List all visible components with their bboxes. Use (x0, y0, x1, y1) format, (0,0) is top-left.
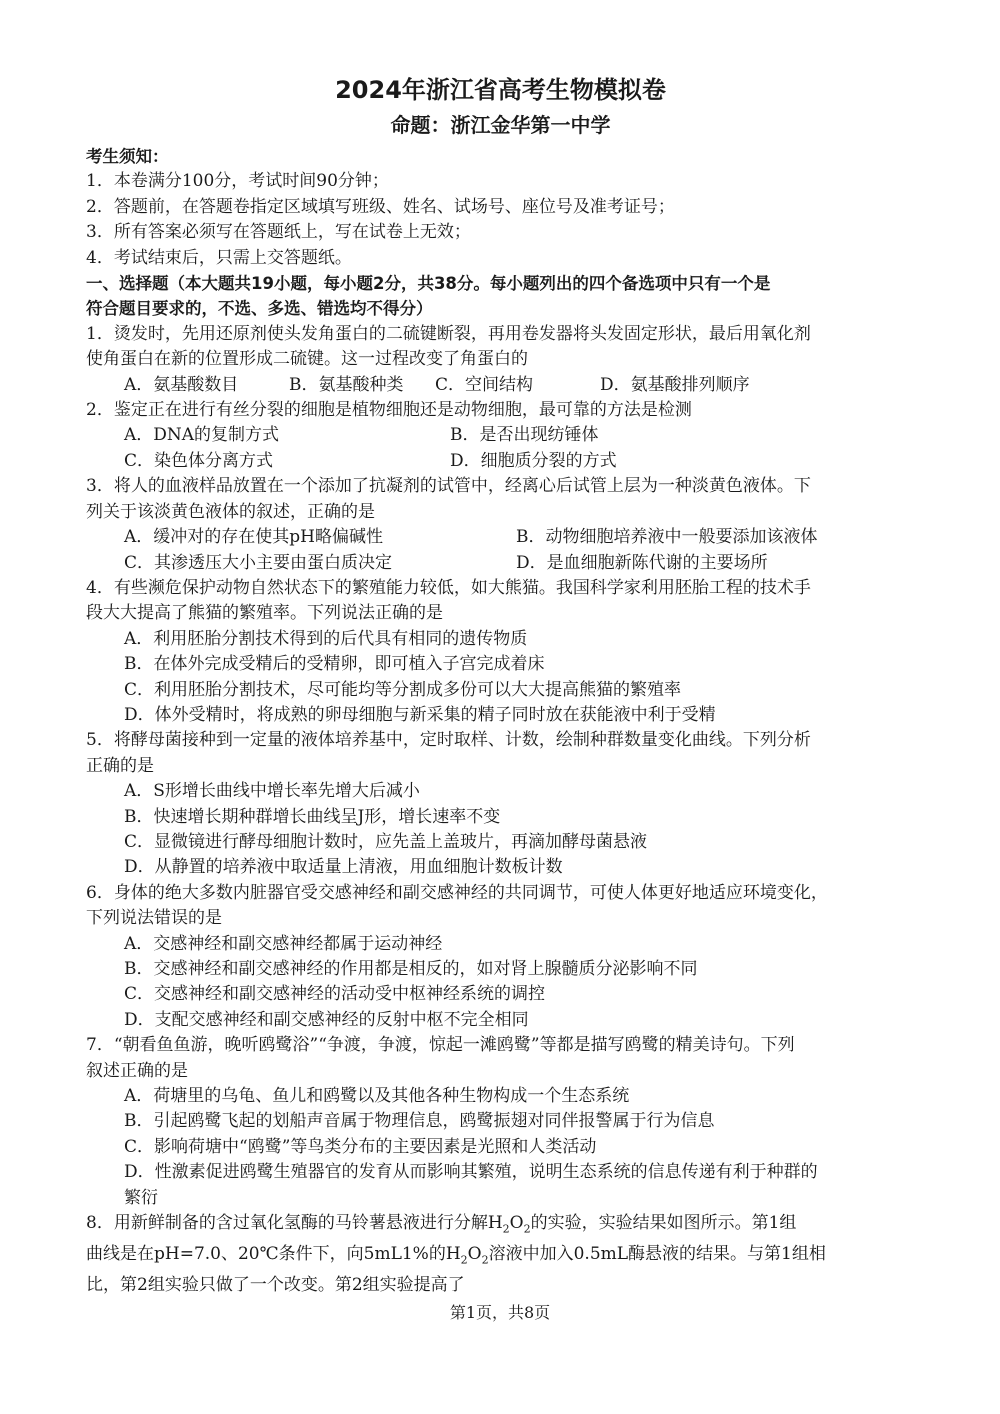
question-stem: 段大大提高了熊猫的繁殖率。下列说法正确的是 (86, 603, 443, 624)
question-stem (86, 1211, 915, 1242)
question-stem: 比，第2组实验只做了一个改变。第2组实验提高了 (86, 1274, 465, 1295)
stem-text: 8．用新鲜制备的含过氧化氢酶的马铃薯悬液进行分解H (86, 1213, 503, 1234)
question-7 (86, 1033, 915, 1211)
question-stem: 列关于该淡黄色液体的叙述，正确的是 (86, 501, 375, 522)
subscript: 2 (481, 1253, 489, 1267)
question-6 (86, 881, 915, 1033)
question-4 (86, 576, 915, 728)
question-stem: 6．身体的绝大多数内脏器官受交感神经和副交感神经的共同调节，可使人体更好地适应环境变化， (86, 882, 828, 903)
question-stem: 5．将酵母菌接种到一定量的液体培养基中，定时取样、计数，绘制种群数量变化曲线。下列分析 (86, 730, 811, 751)
options-row (86, 423, 915, 448)
option-c: C．交感神经和副交感神经的活动受中枢神经系统的调控 (124, 984, 546, 1005)
notice-item: 4．考试结束后，只需上交答题纸。 (86, 247, 352, 268)
question-stem: 4．有些濒危保护动物自然状态下的繁殖能力较低，如大熊猫。我国科学家利用胚胎工程的技术手 (86, 577, 811, 598)
question-stem: 正确的是 (86, 755, 154, 776)
subscript: 2 (502, 1222, 510, 1236)
exam-subtitle: 命题：浙江金华第一中学 (390, 113, 611, 137)
question-stem: 叙述正确的是 (86, 1060, 188, 1081)
question-stem: 使角蛋白在新的位置形成二硫键。这一过程改变了角蛋白的 (86, 349, 528, 370)
notice-item: 1．本卷满分100分，考试时间90分钟； (86, 171, 389, 192)
option-d-cont: 繁衍 (124, 1187, 158, 1208)
stem-text: O (467, 1243, 482, 1264)
subscript: 2 (523, 1222, 531, 1236)
exam-title: 2024年浙江省高考生物模拟卷 (335, 76, 666, 104)
option-b: B．动物细胞培养液中一般要添加该液体 (516, 527, 818, 548)
options-row (86, 525, 915, 550)
subscript: 2 (460, 1253, 468, 1267)
option-b: B．引起鸥鹭飞起的划船声音属于物理信息，鸥鹭振翅对同伴报警属于行为信息 (124, 1111, 715, 1132)
options-row (86, 551, 915, 576)
notice-item: 3．所有答案必须写在答题纸上，写在试卷上无效； (86, 222, 471, 243)
option-a: A．荷塘里的乌龟、鱼儿和鸥鹭以及其他各种生物构成一个生态系统 (124, 1086, 630, 1107)
notice-item: 2．答题前，在答题卷指定区域填写班级、姓名、试场号、座位号及准考证号； (86, 196, 675, 217)
option-b: B．快速增长期种群增长曲线呈J形，增长速率不变 (124, 806, 501, 827)
question-stem (86, 1242, 915, 1273)
option-d: D．支配交感神经和副交感神经的反射中枢不完全相同 (124, 1009, 529, 1030)
option-a: A．S形增长曲线中增长率先增大后减小 (124, 781, 420, 802)
options-row (86, 373, 915, 398)
option-d: D．细胞质分裂的方式 (450, 450, 617, 471)
question-stem: 1．烫发时，先用还原剂使头发角蛋白的二硫键断裂，再用卷发器将头发固定形状，最后用氧化剂 (86, 323, 811, 344)
option-c: C．其渗透压大小主要由蛋白质决定 (124, 552, 393, 573)
option-c: C．染色体分离方式 (124, 450, 274, 471)
option-d: D．氨基酸排列顺序 (600, 374, 750, 395)
question-stem: 2．鉴定正在进行有丝分裂的细胞是植物细胞还是动物细胞，最可靠的方法是检测 (86, 400, 692, 421)
question-1 (86, 322, 915, 398)
option-b: B．是否出现纺锤体 (450, 425, 599, 446)
options-row (86, 449, 915, 474)
notice-heading: 考生须知： (86, 147, 169, 166)
option-d: D．是血细胞新陈代谢的主要场所 (516, 552, 768, 573)
option-c: C．显微镜进行酵母细胞计数时，应先盖上盖玻片，再滴加酵母菌悬液 (124, 831, 648, 852)
question-stem: 3．将人的血液样品放置在一个添加了抗凝剂的试管中，经离心后试管上层为一种淡黄色液体。下 (86, 476, 811, 497)
question-stem: 7．“朝看鱼鱼游，晚听鸥鹭浴”“争渡，争渡，惊起一滩鸥鹭”等都是描写鸥鹭的精美诗句。下列 (86, 1035, 795, 1056)
stem-text: 的实验，实验结果如图所示。第1组 (530, 1213, 797, 1234)
option-c: C．影响荷塘中“鸥鹭”等鸟类分布的主要因素是光照和人类活动 (124, 1136, 597, 1157)
option-b: B．在体外完成受精后的受精卵，即可植入子宫完成着床 (124, 654, 545, 675)
question-3 (86, 474, 915, 576)
option-c: C．空间结构 (435, 374, 534, 395)
question-stem: 下列说法错误的是 (86, 908, 222, 929)
option-a: A．交感神经和副交感神经都属于运动神经 (124, 933, 443, 954)
question-5 (86, 728, 915, 880)
notice-block (86, 144, 915, 271)
option-a: A．DNA的复制方式 (124, 425, 280, 446)
stem-text: O (509, 1213, 524, 1234)
section-heading: 一、选择题（本大题共19小题，每小题2分，共38分。每小题列出的四个备选项中只有一个是 (86, 274, 771, 294)
page-footer: 第1页，共8页 (449, 1303, 551, 1322)
question-8 (86, 1211, 915, 1298)
stem-text: 曲线是在pH=7.0、20℃条件下，向5mL1%的H (86, 1243, 461, 1264)
option-d: D．体外受精时，将成熟的卵母细胞与新采集的精子同时放在获能液中利于受精 (124, 704, 716, 725)
option-a: A．氨基酸数目 (124, 374, 239, 395)
option-d: D．性激素促进鸥鹭生殖器官的发育从而影响其繁殖，说明生态系统的信息传递有利于种群的 (124, 1162, 818, 1183)
option-a: A．利用胚胎分割技术得到的后代具有相同的遗传物质 (124, 628, 528, 649)
question-2 (86, 398, 915, 474)
option-c: C．利用胚胎分割技术，尽可能均等分割成多份可以大大提高熊猫的繁殖率 (124, 679, 682, 700)
option-a: A．缓冲对的存在使其pH略偏碱性 (124, 527, 383, 548)
option-b: B．氨基酸种类 (289, 374, 404, 395)
option-d: D．从静置的培养液中取适量上清液，用血细胞计数板计数 (124, 857, 563, 878)
section-heading-cont: 符合题目要求的，不选、多选、错选均不得分） (86, 299, 433, 319)
stem-text: 溶液中加入0.5mL酶悬液的结果。与第1组相 (488, 1243, 826, 1264)
option-b: B．交感神经和副交感神经的作用都是相反的，如对肾上腺髓质分泌影响不同 (124, 959, 698, 979)
